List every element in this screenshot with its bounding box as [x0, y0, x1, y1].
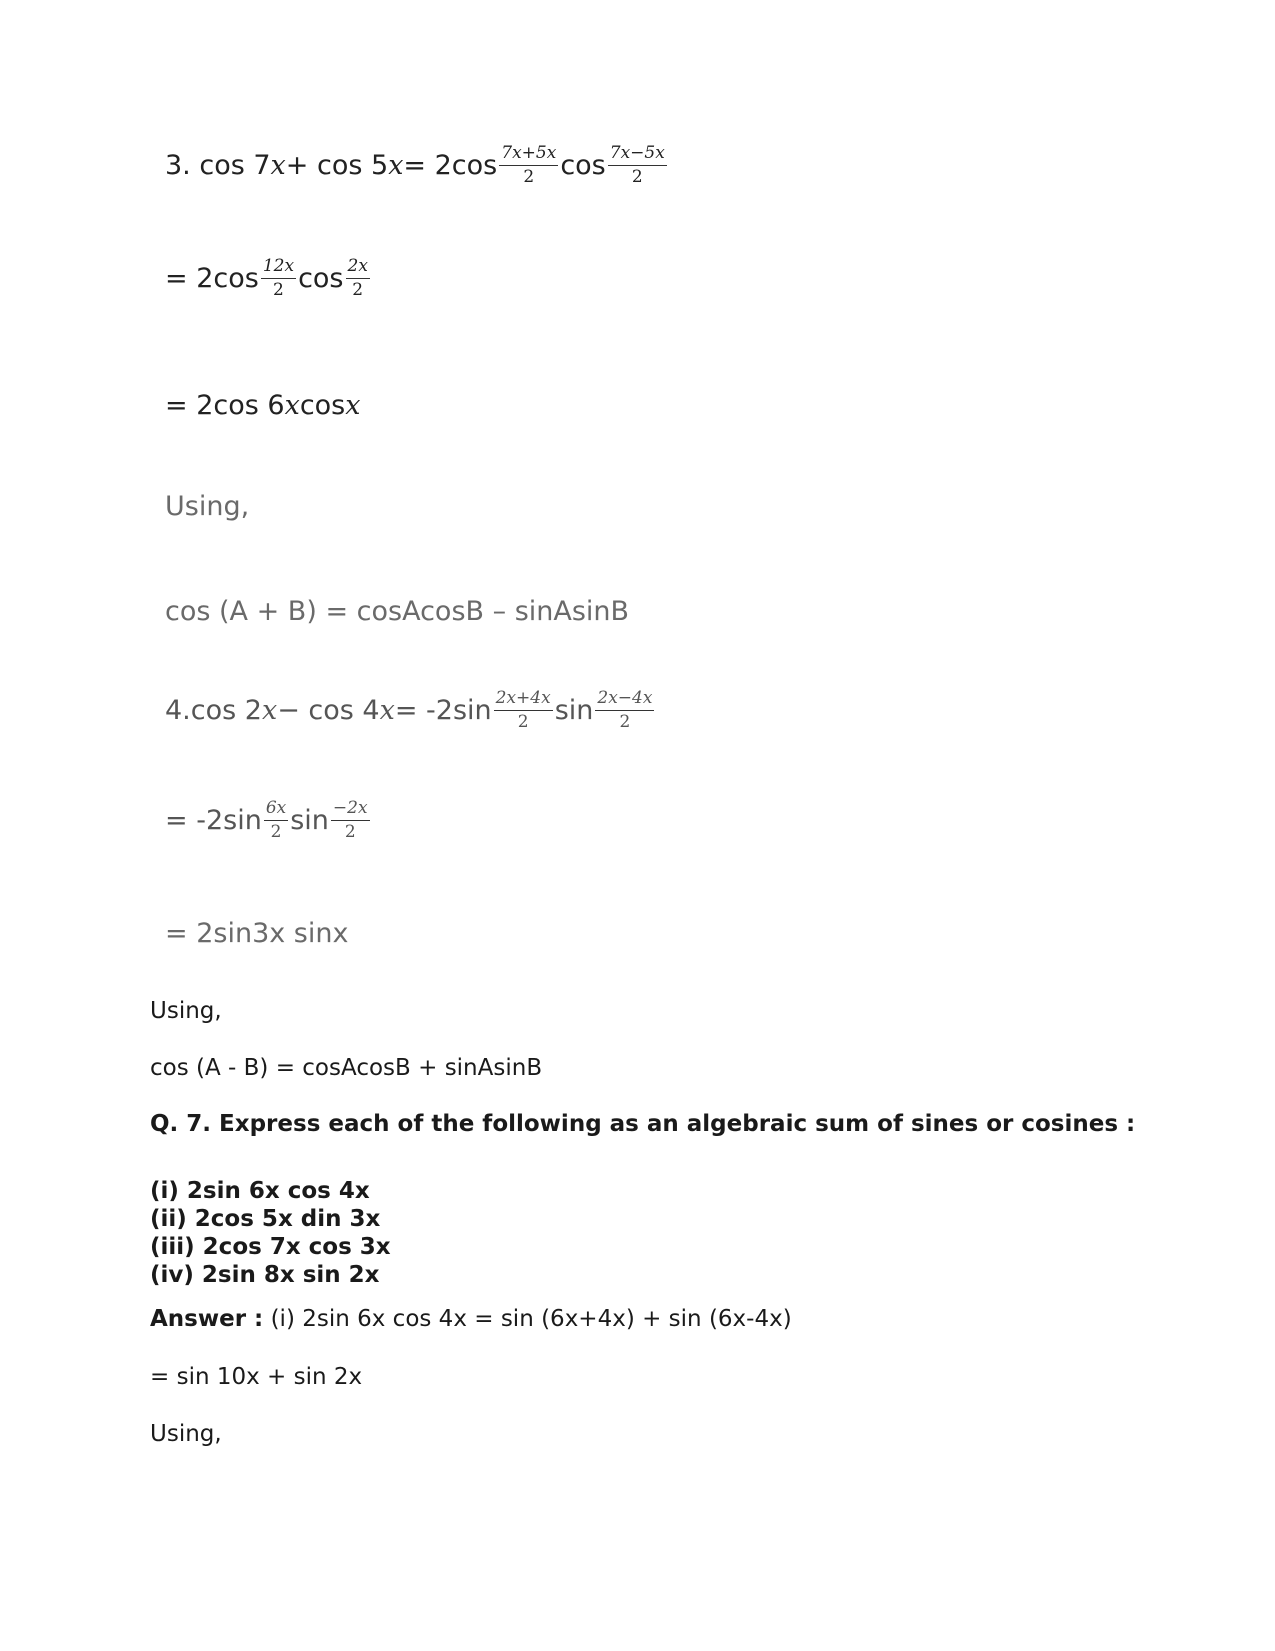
math-var: x [379, 695, 395, 727]
math-line [165, 258, 372, 300]
math-var: x [284, 390, 300, 421]
math-var: x [270, 150, 286, 182]
result-line: = 2sin3x sinx [165, 918, 349, 949]
math-text: cos [560, 150, 606, 182]
math-line [165, 392, 360, 419]
fraction: $\frac{6x}{2}$ [265, 798, 287, 842]
math-var: x [345, 390, 361, 421]
math-text: = -2sin [165, 805, 262, 837]
fraction: $\frac{2x-4x}{2}$ [597, 688, 653, 732]
result-line: = sin 10x + sin 2x [150, 1364, 363, 1390]
list-item: (i) 2sin 6x cos 4x [150, 1178, 370, 1204]
math-text: 3. cos 7 [165, 150, 271, 182]
formula-line: cos (A - B) = cosAcosB + sinAsinB [150, 1055, 543, 1081]
math-var: x [261, 695, 278, 727]
fraction: $\frac{7x+5x}{2}$ [501, 143, 557, 187]
math-line [165, 800, 372, 842]
math-var: x [388, 150, 404, 182]
fraction: $\frac{7x-5x}{2}$ [609, 143, 665, 187]
formula-line: cos (A + B) = cosAcosB – sinAsinB [165, 596, 630, 627]
math-text: + cos 5 [285, 150, 389, 182]
fraction: $\frac{2x+4x}{2}$ [495, 688, 551, 732]
fraction: $\frac{12x}{2}$ [262, 256, 295, 300]
math-text: cos [298, 263, 344, 295]
math-text: = -2sin [394, 695, 492, 727]
question-items [150, 1177, 391, 1289]
math-text: 4.cos 2 [165, 695, 262, 727]
math-text: sin [290, 805, 329, 837]
list-item: (iii) 2cos 7x cos 3x [150, 1234, 391, 1260]
using-label: Using, [150, 998, 222, 1024]
fraction: $\frac{-2x}{2}$ [332, 798, 368, 842]
question-heading: Q. 7. Express each of the following as an algebraic sum of sines or cosines : [150, 1111, 1136, 1137]
math-text: = 2cos 6 [165, 390, 285, 421]
list-item: (iv) 2sin 8x sin 2x [150, 1262, 380, 1288]
list-item: (ii) 2cos 5x din 3x [150, 1206, 381, 1232]
math-text: − cos 4 [277, 695, 380, 727]
math-text: = 2cos [165, 263, 259, 295]
math-line-3 [165, 145, 669, 187]
math-text: sin [554, 695, 594, 727]
math-line-4 [165, 690, 656, 732]
math-text: = 2cos [403, 150, 498, 182]
using-label: Using, [150, 1421, 222, 1447]
answer-text: (i) 2sin 6x cos 4x = sin (6x+4x) + sin (6x-4x) [263, 1306, 792, 1332]
answer-line [150, 1308, 792, 1331]
math-text: cos [299, 390, 346, 421]
fraction: $\frac{2x}{2}$ [347, 256, 368, 300]
answer-label: Answer : [150, 1306, 264, 1332]
using-label: Using, [165, 491, 250, 522]
